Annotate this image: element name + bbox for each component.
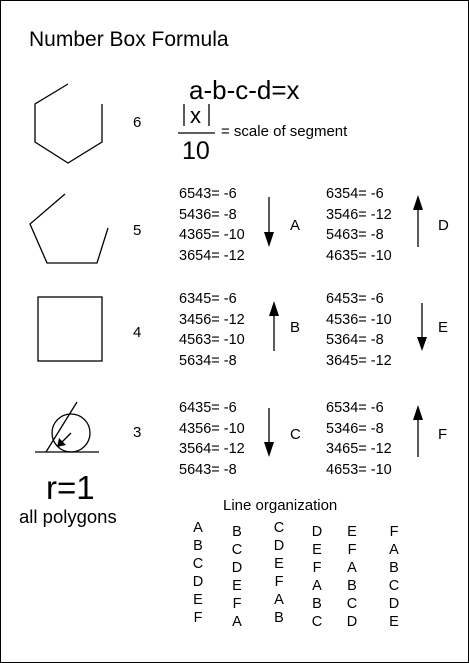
group-b-equations — [179, 289, 245, 372]
list-item: E — [232, 578, 242, 594]
arrow-b-icon — [269, 301, 279, 351]
list-item: C — [388, 578, 400, 594]
hexagon-icon — [35, 84, 102, 163]
list-item: A — [274, 592, 284, 608]
square-icon — [38, 297, 102, 361]
triangle-incircle-icon — [35, 402, 99, 452]
group-a-label: A — [290, 217, 301, 234]
list-item: B — [347, 578, 357, 594]
group-c-equations — [179, 398, 245, 481]
list-item: F — [389, 524, 399, 540]
formula-denominator: 10 — [182, 137, 210, 165]
list-item: B — [274, 610, 284, 626]
group-f-equations — [326, 398, 392, 481]
equation: 5436= -8 — [179, 206, 237, 223]
arrow-d-icon — [413, 195, 423, 247]
equation: 5643= -8 — [179, 462, 237, 479]
list-item: D — [388, 596, 400, 612]
list-item: C — [346, 596, 358, 612]
formula-numerator: x — [190, 103, 201, 128]
equation: 3456= -12 — [179, 311, 245, 328]
list-item: A — [312, 578, 322, 594]
list-item: C — [273, 520, 285, 536]
group-d-label: D — [438, 217, 449, 234]
radius-caption: all polygons — [19, 506, 117, 527]
row-count-5: 5 — [133, 222, 142, 239]
list-item: B — [389, 560, 399, 576]
line-organization-title: Line organization — [223, 497, 338, 514]
arrow-f-icon — [413, 405, 423, 457]
equation: 6534= -6 — [326, 400, 384, 416]
equation: 4563= -10 — [179, 332, 245, 349]
list-item: B — [312, 596, 322, 612]
formula-caption: = scale of segment — [221, 123, 348, 140]
group-e-label: E — [438, 319, 449, 336]
equation: 5463= -8 — [326, 227, 384, 244]
group-b-label: B — [290, 319, 301, 336]
equation: 4536= -10 — [326, 311, 392, 328]
line-organization-column — [188, 519, 208, 627]
group-a-equations — [179, 184, 245, 267]
equation: 3546= -12 — [326, 206, 392, 223]
list-item: D — [346, 614, 358, 630]
arrow-a-icon — [264, 197, 274, 247]
list-item: C — [311, 614, 323, 630]
equation: 4356= -10 — [179, 420, 245, 437]
list-item: E — [389, 614, 399, 630]
row-count-4: 4 — [133, 324, 142, 341]
list-item: F — [193, 610, 203, 626]
equation: 5364= -8 — [326, 332, 384, 349]
list-item: D — [273, 538, 285, 554]
equation: 6453= -6 — [326, 291, 384, 307]
list-item: F — [232, 596, 242, 612]
list-item: C — [231, 542, 243, 558]
equation: 3645= -12 — [326, 353, 392, 370]
list-item: A — [389, 542, 399, 558]
equation: 6435= -6 — [179, 400, 237, 416]
equation: 6543= -6 — [179, 186, 237, 202]
list-item: A — [193, 520, 203, 536]
list-item: E — [312, 542, 322, 558]
list-item: D — [192, 574, 204, 590]
list-item: A — [347, 560, 357, 576]
row-count-3: 3 — [133, 424, 142, 441]
list-item: B — [193, 538, 203, 554]
arrow-c-icon — [264, 408, 274, 457]
list-item: E — [193, 592, 203, 608]
group-c-label: C — [290, 426, 301, 443]
list-item: C — [192, 556, 204, 572]
list-item: F — [347, 542, 357, 558]
arrow-e-icon — [417, 303, 427, 351]
page-title: Number Box Formula — [29, 28, 229, 51]
list-item: F — [274, 574, 284, 590]
radius-label: r=1 — [46, 469, 95, 506]
equation: 6345= -6 — [179, 291, 237, 307]
line-organization-column — [269, 519, 289, 627]
list-item: E — [347, 524, 357, 540]
group-f-label: F — [438, 426, 448, 443]
line-organization-column — [227, 523, 247, 631]
list-item: F — [312, 560, 322, 576]
formula-equation: a-b-c-d=x — [189, 75, 300, 105]
line-organization-column — [342, 523, 362, 631]
list-item: D — [231, 560, 243, 576]
list-item: E — [274, 556, 284, 572]
list-item: D — [311, 524, 323, 540]
equation: 5634= -8 — [179, 353, 237, 370]
equation: 6354= -6 — [326, 186, 384, 202]
list-item: A — [232, 614, 242, 630]
group-d-equations — [326, 184, 392, 267]
equation: 4635= -10 — [326, 248, 392, 265]
equation: 4653= -10 — [326, 462, 392, 479]
row-count-6: 6 — [133, 114, 142, 131]
equation: 3465= -12 — [326, 441, 392, 458]
equation: 3654= -12 — [179, 248, 245, 265]
equation: 4365= -10 — [179, 227, 245, 244]
pentagon-icon — [30, 194, 108, 263]
line-organization-column — [384, 523, 404, 631]
equation: 5346= -8 — [326, 420, 384, 437]
group-e-equations — [326, 289, 392, 372]
equation: 3564= -12 — [179, 441, 245, 458]
list-item: B — [232, 524, 242, 540]
line-organization-column — [307, 523, 327, 631]
